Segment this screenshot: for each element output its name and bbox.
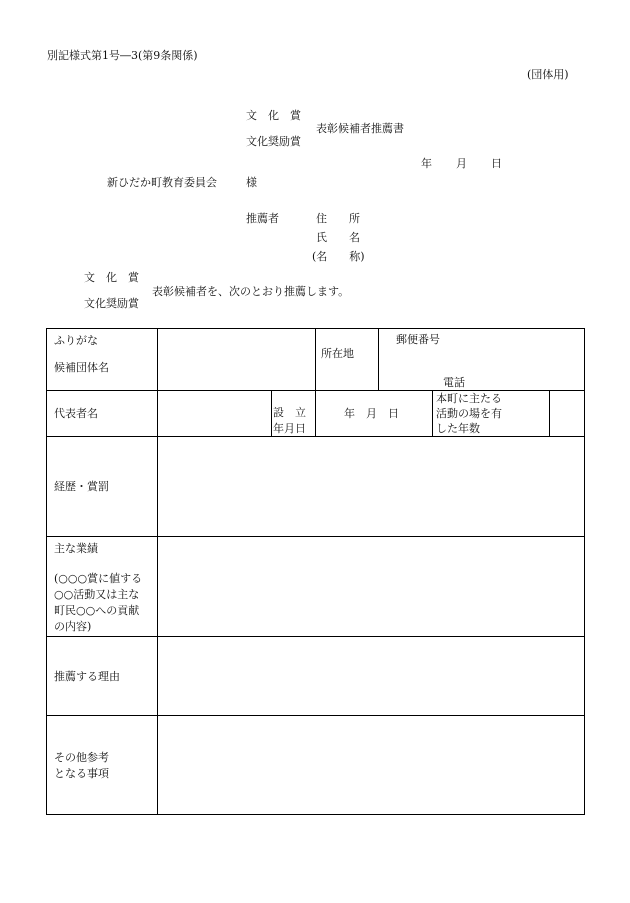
document-title: 表彰候補者推薦書 xyxy=(316,122,404,135)
other-notes-label-2: となる事項 xyxy=(54,767,109,780)
postal-code-label: 郵便番号 xyxy=(396,333,440,346)
award-encouragement-label: 文化奨励賞 xyxy=(246,135,301,148)
recommender-label: 推薦者 xyxy=(246,212,279,225)
achievements-label: 主な業績 xyxy=(54,542,98,555)
date-day: 日 xyxy=(491,157,502,170)
candidate-group-name-label: 候補団体名 xyxy=(54,361,109,374)
date-year: 年 xyxy=(421,157,432,170)
activity-years-label-2: 活動の場を有 xyxy=(436,407,502,420)
addressee-honorific: 様 xyxy=(246,176,257,189)
achievements-note-2: ○○活動又は主な xyxy=(54,588,140,601)
statement-text: 表彰候補者を、次のとおり推薦します。 xyxy=(152,285,350,298)
history-awards-label: 経歴・賞罰 xyxy=(54,480,109,493)
achievements-note-3: 町民○○への貢献 xyxy=(54,604,140,617)
phone-label: 電話 xyxy=(443,376,465,389)
row-divider xyxy=(47,536,584,537)
form-number: 別記様式第1号―3(第9条関係) xyxy=(47,49,198,62)
candidate-form-table xyxy=(46,328,585,815)
recommender-address-label: 住 所 xyxy=(316,212,360,225)
established-label-1: 設 立 xyxy=(273,406,306,419)
achievements-note-1: (○○○賞に値する xyxy=(54,572,143,585)
other-notes-label-1: その他参考 xyxy=(54,751,109,764)
label-column-divider xyxy=(157,329,158,814)
award-culture-label: 文 化 賞 xyxy=(246,109,301,122)
column-divider xyxy=(315,329,316,436)
furigana-label: ふりがな xyxy=(54,334,98,347)
row-divider xyxy=(47,715,584,716)
column-divider xyxy=(432,390,433,436)
activity-years-label-3: した年数 xyxy=(436,422,480,435)
established-date-fields: 年 月 日 xyxy=(344,407,399,420)
row-divider xyxy=(47,436,584,437)
recommender-title-label: (名 称) xyxy=(312,250,365,263)
activity-years-label-1: 本町に主たる xyxy=(436,392,502,405)
achievements-note-4: の内容) xyxy=(54,620,92,633)
representative-label: 代表者名 xyxy=(54,407,98,420)
established-label-2: 年月日 xyxy=(273,422,306,435)
column-divider xyxy=(549,390,550,436)
column-divider xyxy=(271,390,272,436)
addressee-name: 新ひだか町教育委員会 xyxy=(107,176,217,189)
date-month: 月 xyxy=(456,157,467,170)
reason-label: 推薦する理由 xyxy=(54,670,120,683)
column-divider xyxy=(378,329,379,390)
statement-award-encouragement: 文化奨励賞 xyxy=(84,297,139,310)
form-category: (団体用) xyxy=(527,68,569,81)
recommender-name-label: 氏 名 xyxy=(316,231,360,244)
statement-award-culture: 文 化 賞 xyxy=(84,271,139,284)
location-label: 所在地 xyxy=(321,347,354,360)
row-divider xyxy=(47,636,584,637)
